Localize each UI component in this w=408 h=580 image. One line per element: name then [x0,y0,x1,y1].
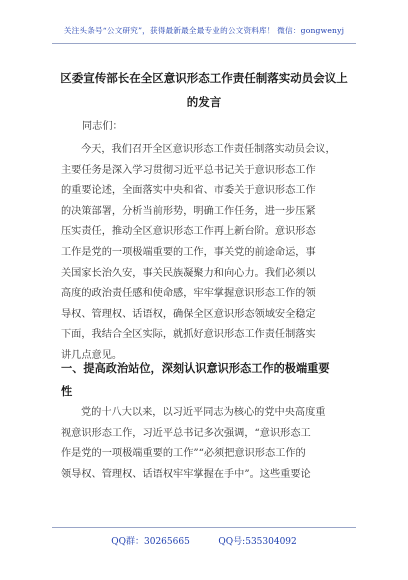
document-title [40,66,368,114]
text-line: 作是党的一项极端重要的工作”“必须把意识形态工作的 [61,448,306,460]
footer-contact: QQ群：30265665 QQ号:535304092 [111,537,297,547]
title-line: 区委宣传部长在全区意识形态工作责任制落实动员会议上 [60,71,348,85]
header-divider [52,43,356,44]
text-line: 压实责任，推动全区意识形态工作再上新台阶。意识形态 [61,226,316,238]
heading-line: 一、提高政治站位，深刻认识意识形态工作的极端重要 [61,361,330,375]
header-banner: 关注头条号“公文研究”，获得最新最全最专业的公文资料库！ 微信：gongwenyj [63,26,345,35]
text-line: 下面，我结合全区实际，就抓好意识形态工作责任制落实 [61,329,316,341]
text-line: 党的十八大以来，以习近平同志为核心的党中央高度重 [81,407,326,418]
footer-divider [52,527,356,528]
text-line: 今天，我们召开全区意识形态工作责任制落实动员会议， [81,144,336,155]
paragraph-1 [61,140,348,367]
text-line: 领导权、管理权、话语权牢牢掌握在手中”。这些重要论 [61,468,311,480]
text-line: 高度的政治责任感和使命感，牢牢掌握意识形态工作的领 [61,288,316,300]
section-heading-1 [61,357,351,403]
salutation: 同志们： [82,121,123,132]
text-line: 的重要论述，全面落实中央和省、市委关于意识形态工作 [61,185,316,197]
heading-line: 性 [61,384,73,398]
paragraph-2 [61,403,348,485]
text-line: 导权、管理权、话语权，确保全区意识形态领域安全稳定 [61,308,316,320]
text-line: 工作是党的一项极端重要的工作，事关党的前途命运，事 [61,246,316,258]
text-line: 讲几点意见。 [61,349,123,361]
text-line: 主要任务是深入学习贯彻习近平总书记关于意识形态工作 [61,164,316,176]
text-line: 的决策部署，分析当前形势，明确工作任务，进一步压紧 [61,205,316,217]
title-line: 的发言 [186,95,222,109]
text-line: 视意识形态工作，习近平总书记多次强调，“意识形态工 [61,427,311,439]
text-line: 关国家长治久安，事关民族凝聚力和向心力。我们必须以 [61,267,316,279]
